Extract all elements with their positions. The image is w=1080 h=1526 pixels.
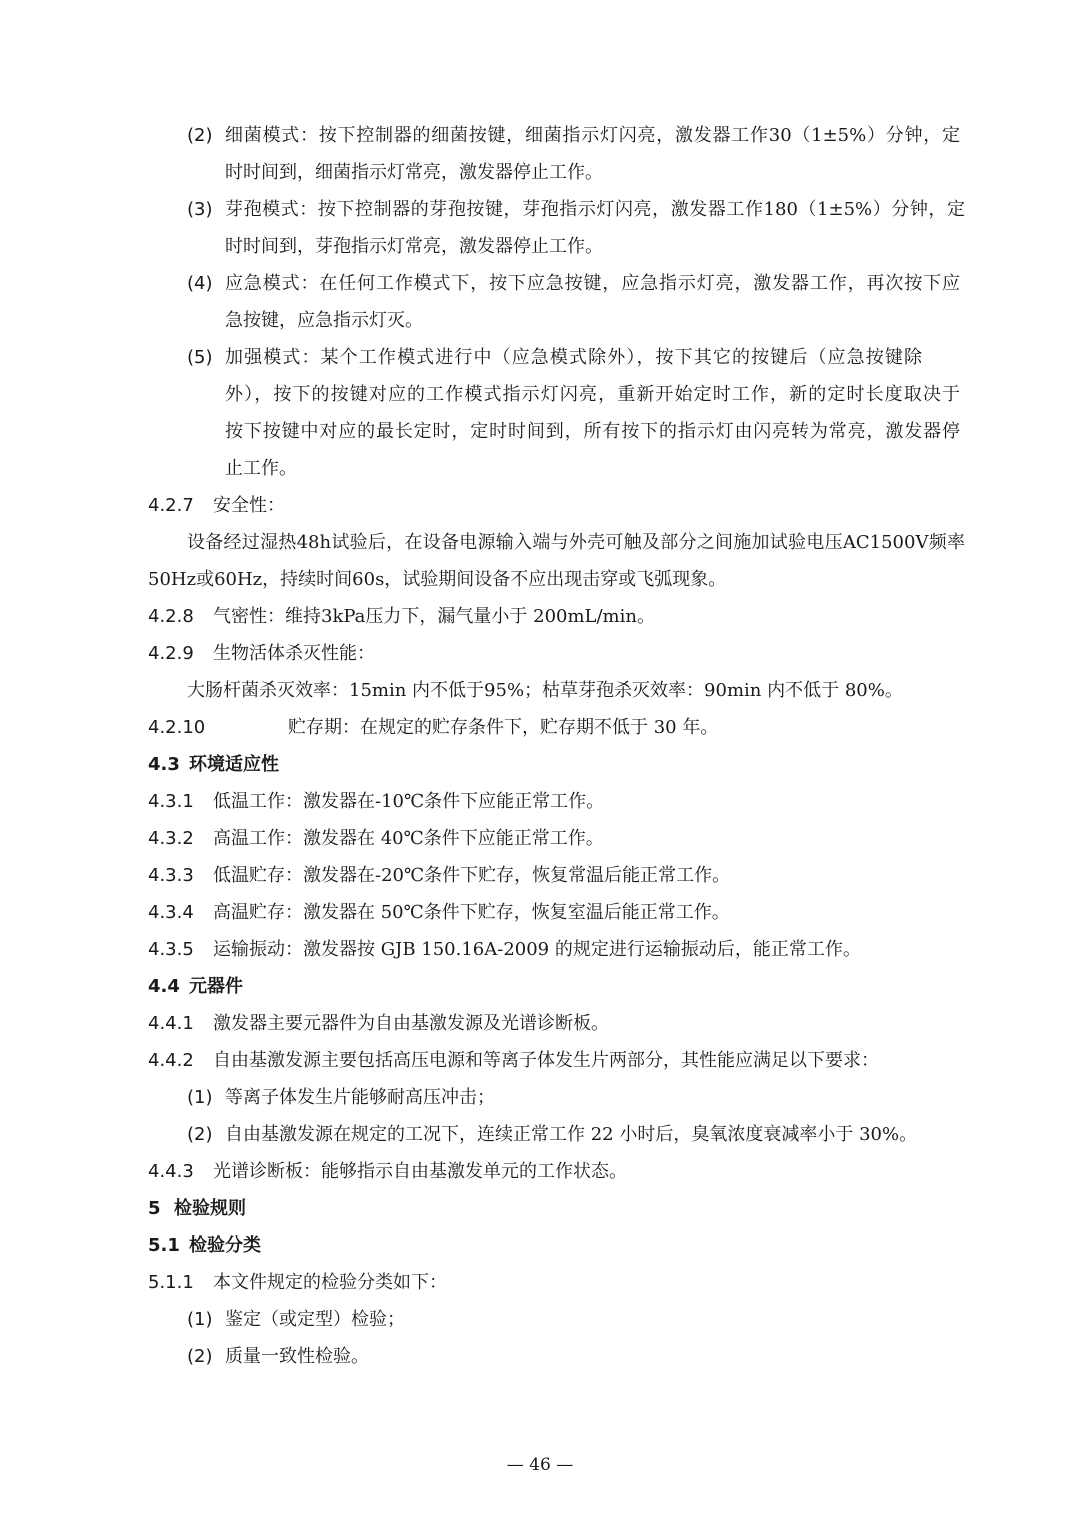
paragraph-line: 加强模式：某个工作模式进行中（应急模式除外），按下其它的按键后（应急按键除 [225,347,922,368]
clause-number: 4.4.3 [148,1161,194,1182]
clause-number: (2) [187,125,213,146]
paragraph-line: 时时间到，细菌指示灯常亮，激发器停止工作。 [225,162,603,183]
paragraph-line: 设备经过湿热48h试验后，在设备电源输入端与外壳可触及部分之间施加试验电压AC1500V频率 [187,532,965,553]
clause-number: 4.4.1 [148,1013,194,1034]
paragraph-line: 细菌模式：按下控制器的细菌按键，细菌指示灯闪亮，激发器工作30（1±5%）分钟，定 [225,125,960,146]
clause-number: 5.1.1 [148,1272,194,1293]
clause-number: (1) [187,1309,213,1330]
clause-number: 5 [148,1198,161,1219]
paragraph-line: 大肠杆菌杀灭效率：15min 内不低于95%；枯草芽孢杀灭效率：90min 内不低于 80%。 [187,680,903,701]
paragraph-line: 自由基激发源在规定的工况下，连续正常工作 22 小时后，臭氧浓度衰减率小于 30%。 [225,1124,918,1145]
clause-number: 5.1 [148,1235,180,1256]
paragraph-line: 安全性： [213,495,285,516]
clause-number: 4.3.2 [148,828,194,849]
paragraph-line: 生物活体杀灭性能： [213,643,375,664]
paragraph-line: 芽孢模式：按下控制器的芽孢按键，芽孢指示灯闪亮，激发器工作180（1±5%）分钟，定 [225,199,965,220]
paragraph-line: 等离子体发生片能够耐高压冲击； [225,1087,495,1108]
paragraph-line: 应急模式：在任何工作模式下，按下应急按键，应急指示灯亮，激发器工作，再次按下应 [225,273,960,294]
paragraph-line: 高温贮存：激发器在 50℃条件下贮存，恢复室温后能正常工作。 [213,902,730,923]
paragraph-line: 本文件规定的检验分类如下： [213,1272,447,1293]
section-heading: 元器件 [189,976,243,997]
paragraph-line: 运输振动：激发器按 GJB 150.16A-2009 的规定进行运输振动后，能正常工作。 [213,939,861,960]
page-number: — 46 — [506,1455,574,1475]
paragraph-line: 止工作。 [225,458,297,479]
paragraph-line: 低温贮存：激发器在-20℃条件下贮存，恢复常温后能正常工作。 [213,865,731,886]
clause-number: 4.3.3 [148,865,194,886]
clause-number: 4.2.9 [148,643,194,664]
paragraph-line: 按下按键中对应的最长定时，定时时间到，所有按下的指示灯由闪亮转为常亮，激发器停 [225,421,960,442]
paragraph-line: 自由基激发源主要包括高压电源和等离子体发生片两部分，其性能应满足以下要求： [213,1050,879,1071]
clause-number: 4.2.7 [148,495,194,516]
clause-number: 4.3 [148,754,180,775]
paragraph-line: 激发器主要元器件为自由基激发源及光谱诊断板。 [213,1013,609,1034]
paragraph-line: 低温工作：激发器在-10℃条件下应能正常工作。 [213,791,605,812]
paragraph-line: 时时间到，芽孢指示灯常亮，激发器停止工作。 [225,236,603,257]
clause-number: 4.2.8 [148,606,194,627]
section-heading: 环境适应性 [189,754,279,775]
paragraph-line: 急按键，应急指示灯灭。 [225,310,423,331]
section-heading: 检验分类 [189,1235,261,1256]
clause-number: 4.3.1 [148,791,194,812]
paragraph-line: 气密性：维持3kPa压力下，漏气量小于 200mL/min。 [213,606,655,627]
paragraph-line: 鉴定（或定型）检验； [225,1309,405,1330]
clause-number: 4.3.4 [148,902,194,923]
paragraph-line: 50Hz或60Hz，持续时间60s，试验期间设备不应出现击穿或飞弧现象。 [148,569,727,590]
clause-number: 4.4.2 [148,1050,194,1071]
clause-number: (4) [187,273,213,294]
paragraph-line: 质量一致性检验。 [225,1346,369,1367]
clause-number: (2) [187,1346,213,1367]
clause-number: 4.2.10 [148,717,206,738]
paragraph-line: 外），按下的按键对应的工作模式指示灯闪亮，重新开始定时工作，新的定时长度取决于 [225,384,960,405]
clause-number: (1) [187,1087,213,1108]
clause-number: (3) [187,199,213,220]
clause-number: 4.4 [148,976,180,997]
clause-number: (5) [187,347,213,368]
clause-number: (2) [187,1124,213,1145]
clause-number: 4.3.5 [148,939,194,960]
section-heading: 检验规则 [174,1198,246,1219]
paragraph-line: 贮存期：在规定的贮存条件下，贮存期不低于 30 年。 [288,717,719,738]
paragraph-line: 光谱诊断板：能够指示自由基激发单元的工作状态。 [213,1161,627,1182]
paragraph-line: 高温工作：激发器在 40℃条件下应能正常工作。 [213,828,604,849]
